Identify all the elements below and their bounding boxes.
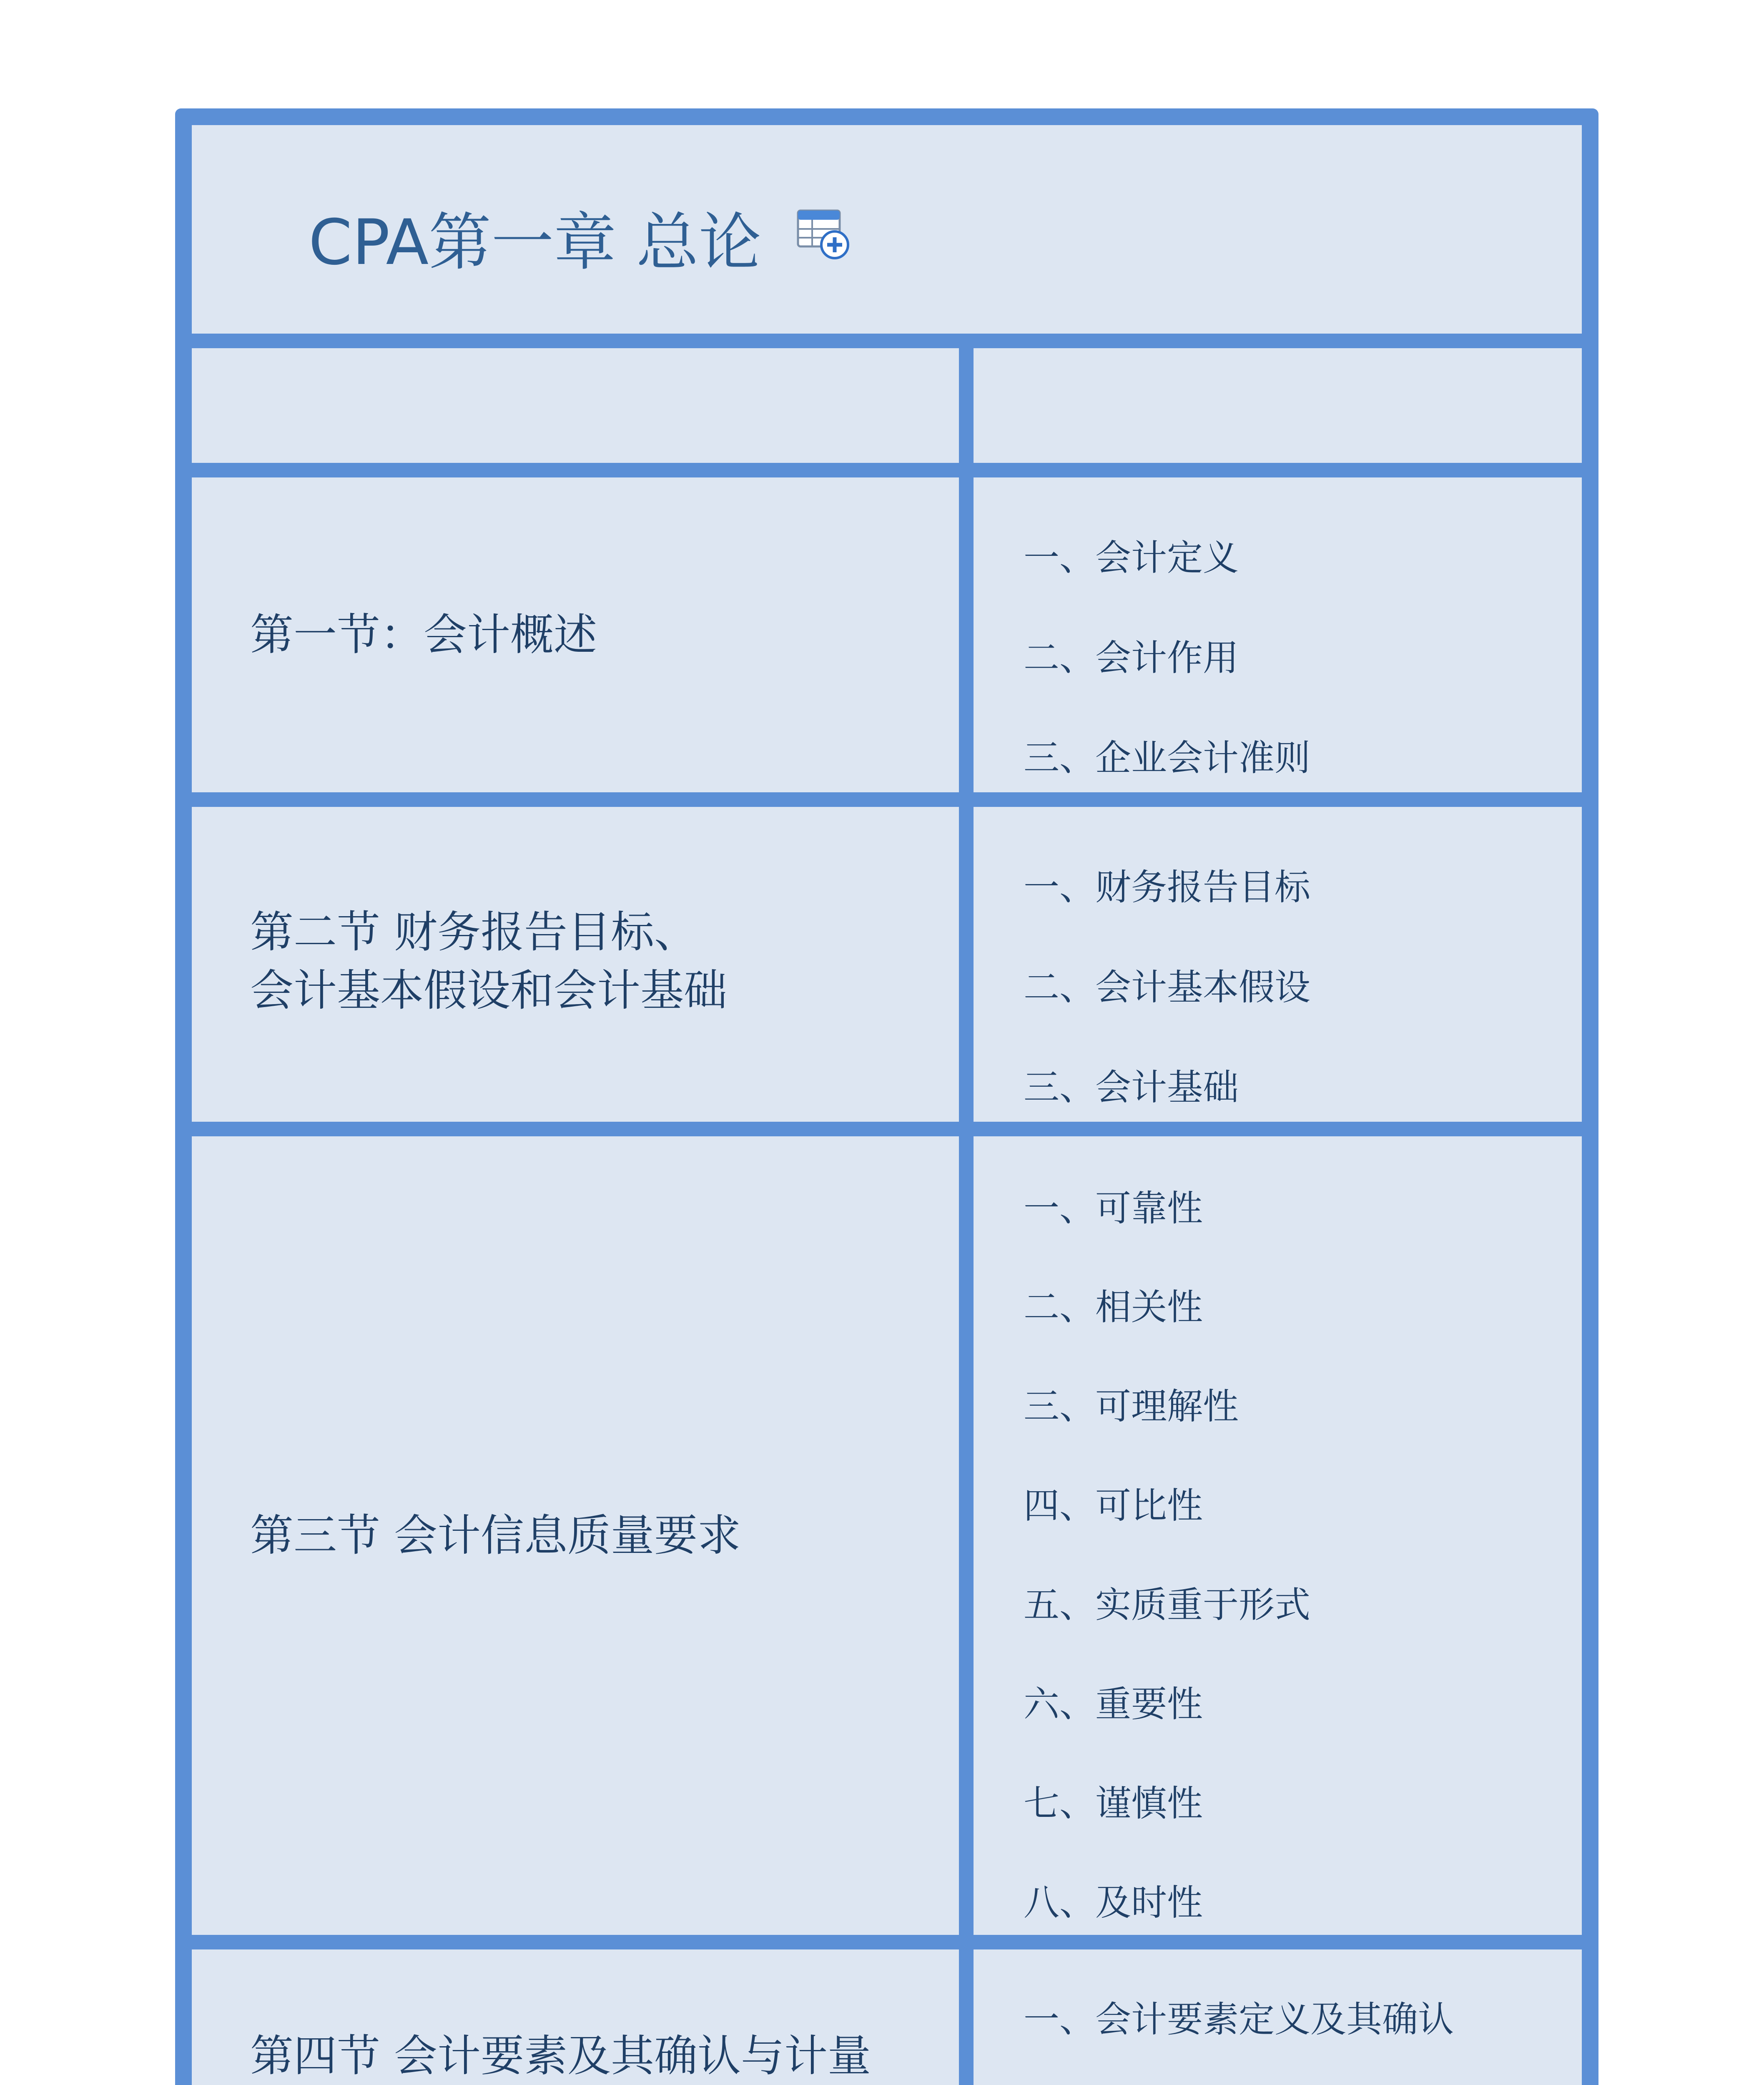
section-1-item-2: 二、会计作用 [1024,637,1239,679]
section-2-label-cell [192,807,959,1122]
section-3-item-4: 四、可比性 [1024,1485,1203,1527]
section-1-label-cell [192,477,959,792]
chapter-outline-table [175,108,1598,2085]
section-2-label-line-1: 第二节 财务报告目标、 [250,907,698,957]
section-2-item-2: 二、会计基本假设 [1024,967,1310,1008]
chapter-title: CPA第一章 总论 [309,206,761,279]
section-3-item-6: 六、重要性 [1024,1683,1203,1725]
section-2-item-1: 一、财务报告目标 [1024,867,1310,908]
section-2-item-3: 三、会计基础 [1024,1067,1239,1108]
section-4-label: 第四节 会计要素及其确认与计量 [250,2030,871,2081]
section-3-item-5: 五、实质重于形式 [1024,1584,1310,1626]
section-3-item-8: 八、及时性 [1024,1882,1203,1924]
section-4-label-cell [192,1949,959,2085]
section-3-item-7: 七、谨慎性 [1024,1783,1203,1824]
section-3-label-cell [192,1136,959,1935]
section-1-label: 第一节：会计概述 [250,609,597,660]
section-3-item-3: 三、可理解性 [1024,1386,1239,1427]
section-1-items-cell [974,477,1582,792]
section-3-item-1: 一、可靠性 [1024,1188,1203,1229]
table-add-icon[interactable] [796,206,851,261]
section-4-item-1: 一、会计要素定义及其确认 [1024,1999,1454,2040]
title-row [192,125,1582,334]
header-empty-left-cell [192,348,959,463]
section-2-items-cell [974,807,1582,1122]
section-3-items-cell [974,1136,1582,1935]
header-empty-right-cell [974,348,1582,463]
section-3-label: 第三节 会计信息质量要求 [250,1510,741,1561]
section-3-item-2: 二、相关性 [1024,1286,1203,1328]
section-1-item-1: 一、会计定义 [1024,537,1239,579]
section-2-label-line-2: 会计基本假设和会计基础 [250,965,728,1016]
section-4-items-cell [974,1949,1582,2085]
section-1-item-3: 三、企业会计准则 [1024,737,1310,779]
